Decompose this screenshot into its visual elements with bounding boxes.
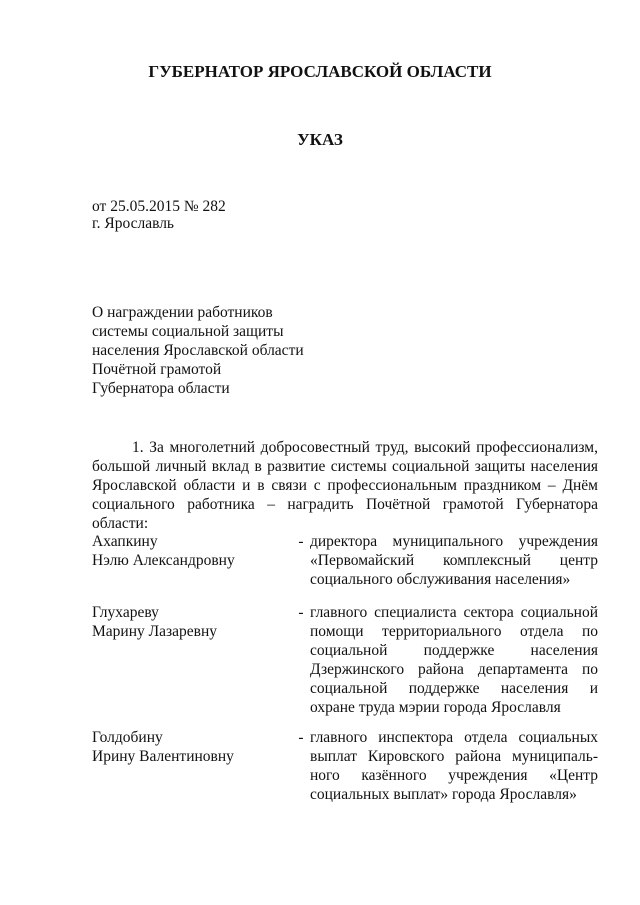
recipient-name xyxy=(92,603,292,641)
recipient-name xyxy=(92,532,292,570)
recipient-surname: Голдобину xyxy=(92,729,163,746)
separator-dash: - xyxy=(298,604,304,621)
subject-line: Губернатора области xyxy=(92,380,230,397)
position-line: помощи территориального отдела по xyxy=(310,623,598,640)
recipient-name xyxy=(92,728,292,766)
subject-line: Почётной грамотой xyxy=(92,361,222,378)
position-line: главного инспектора отдела социальных xyxy=(310,729,598,746)
recipient-surname: Ахапкину xyxy=(92,533,158,550)
subject-line: О награждении работников xyxy=(92,304,273,321)
issuer-title: ГУБЕРНАТОР ЯРОСЛАВСКОЙ ОБЛАСТИ xyxy=(148,62,492,81)
recipient-position xyxy=(310,603,598,717)
recipient-position xyxy=(310,728,598,804)
intro-paragraph: 1. За многолетний добросовестный труд, высокий профессионализм, большой личный вклад в развитие системы социальной защиты населения Ярославской области и в связи с профессиональным праздником – Днём социального работника – наградить Почётной грамотой Губернатора области: xyxy=(92,439,598,532)
subject-line: населения Ярославской области xyxy=(92,342,304,359)
position-line: главного специалиста сектора социальной xyxy=(310,604,598,621)
city: г. Ярославль xyxy=(92,215,174,232)
recipient-given-name: Марину Лазаревну xyxy=(92,623,218,640)
position-line: ного казённого учреждения «Центр xyxy=(310,767,598,784)
position-line: Дзержинского района департамента по xyxy=(310,661,598,678)
date-number: от 25.05.2015 № 282 xyxy=(92,198,226,215)
document-type: УКАЗ xyxy=(297,130,343,149)
position-line: социальной поддержке населения и xyxy=(310,680,598,697)
separator-dash: - xyxy=(298,729,304,746)
recipient-surname: Глухареву xyxy=(92,604,159,621)
subject-block xyxy=(92,303,352,398)
position-line: социального обслуживания населения» xyxy=(310,571,571,588)
subject-line: системы социальной защиты xyxy=(92,323,284,340)
position-line: «Первомайский комплексный центр xyxy=(310,552,598,569)
recipient-position xyxy=(310,532,598,589)
position-line: директора муниципального учреждения xyxy=(310,533,598,550)
recipient-given-name: Нэлю Александровну xyxy=(92,552,235,569)
position-line: выплат Кировского района муниципаль- xyxy=(310,748,598,765)
position-line: социальных выплат» города Ярославля» xyxy=(310,786,577,803)
separator-dash: - xyxy=(298,533,304,550)
position-line: социальной поддержке населения xyxy=(310,642,598,659)
recipient-given-name: Ирину Валентиновну xyxy=(92,748,234,765)
position-line: охране труда мэрии города Ярославля xyxy=(310,699,561,716)
